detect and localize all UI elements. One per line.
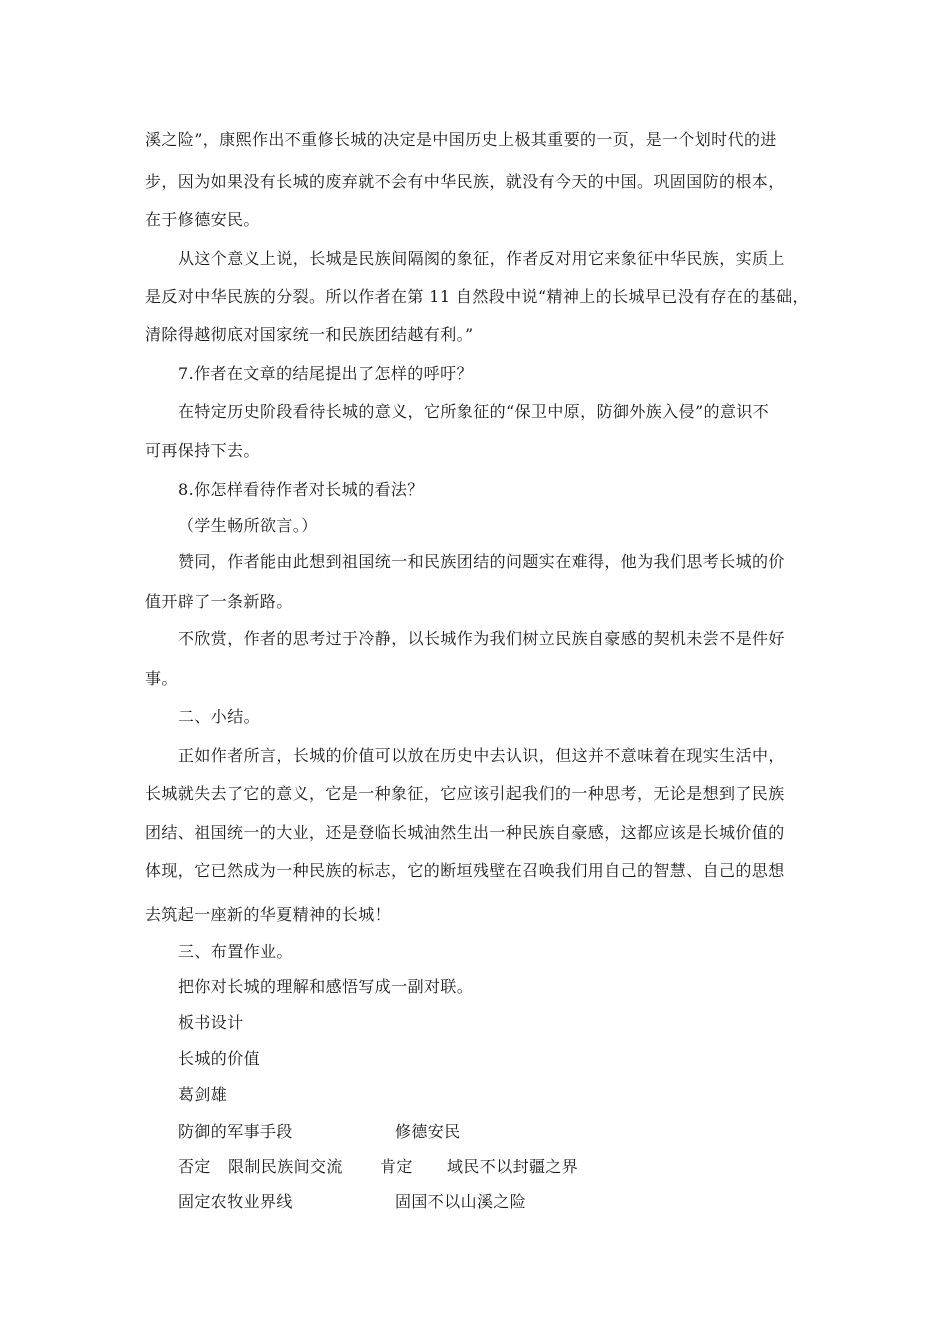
text-line: 从这个意义上说，长城是民族间隔阂的象征，作者反对用它来象征中华民族，实质上 bbox=[178, 249, 785, 268]
text-line: 去筑起一座新的华夏精神的长城！ bbox=[145, 905, 392, 924]
board-cell: 修德安民 bbox=[395, 1122, 461, 1141]
board-cell: 肯定 bbox=[380, 1157, 413, 1176]
text-line: （学生畅所欲言。） bbox=[178, 516, 318, 535]
question-8: 8.你怎样看待作者对长城的看法？ bbox=[178, 480, 424, 499]
board-cell: 域民不以封疆之界 bbox=[447, 1157, 579, 1176]
text-line: 团结、祖国统一的大业，还是登临长城油然生出一种民族自豪感，这都应该是长城价值的 bbox=[145, 823, 785, 842]
text-line: 可再保持下去。 bbox=[145, 441, 260, 460]
text-line: 体现，它已然成为一种民族的标志，它的断垣残壁在召唤我们用自己的智慧、自己的思想 bbox=[145, 861, 785, 880]
text-line: 把你对长城的理解和感悟写成一副对联。 bbox=[178, 977, 474, 996]
text-line: 清除得越彻底对国家统一和民族团结越有利。” bbox=[145, 325, 474, 344]
text-line: 事。 bbox=[145, 669, 178, 688]
section-heading-summary: 二、小结。 bbox=[178, 707, 261, 726]
board-cell: 限制民族间交流 bbox=[228, 1157, 343, 1176]
text-line: 是反对中华民族的分裂。所以作者在第 11 自然段中说“精神上的长城早已没有存在的基础， bbox=[145, 287, 809, 306]
board-cell: 固国不以山溪之险 bbox=[395, 1192, 527, 1211]
text-line: 在特定历史阶段看待长城的意义，它所象征的“保卫中原，防御外族入侵”的意识不 bbox=[178, 402, 770, 421]
text-line: 长城就失去了它的意义，它是一种象征，它应该引起我们的一种思考，无论是想到了民族 bbox=[145, 784, 785, 803]
text-line: 不欣赏，作者的思考过于冷静，以长城作为我们树立民族自豪感的契机未尝不是件好 bbox=[178, 629, 785, 648]
board-cell: 否定 bbox=[178, 1157, 211, 1176]
text-line: 在于修德安民。 bbox=[145, 210, 260, 229]
text-line: 步，因为如果没有长城的废弃就不会有中华民族，就没有今天的中国。巩固国防的根本， bbox=[145, 172, 785, 191]
question-7: 7.作者在文章的结尾提出了怎样的呼吁？ bbox=[178, 364, 473, 383]
board-design-heading: 板书设计 bbox=[178, 1013, 244, 1032]
board-cell: 固定农牧业界线 bbox=[178, 1192, 293, 1211]
section-heading-homework: 三、布置作业。 bbox=[178, 942, 293, 961]
text-line: 值开辟了一条新路。 bbox=[145, 592, 293, 611]
text-line: 溪之险”，康熙作出不重修长城的决定是中国历史上极其重要的一页，是一个划时代的进 bbox=[145, 130, 777, 149]
board-title: 长城的价值 bbox=[178, 1049, 261, 1068]
text-line: 赞同，作者能由此想到祖国统一和民族团结的问题实在难得，他为我们思考长城的价 bbox=[178, 552, 785, 571]
board-cell: 防御的军事手段 bbox=[178, 1122, 293, 1141]
board-author: 葛剑雄 bbox=[178, 1085, 228, 1104]
text-line: 正如作者所言，长城的价值可以放在历史中去认识，但这并不意味着在现实生活中， bbox=[178, 746, 785, 765]
